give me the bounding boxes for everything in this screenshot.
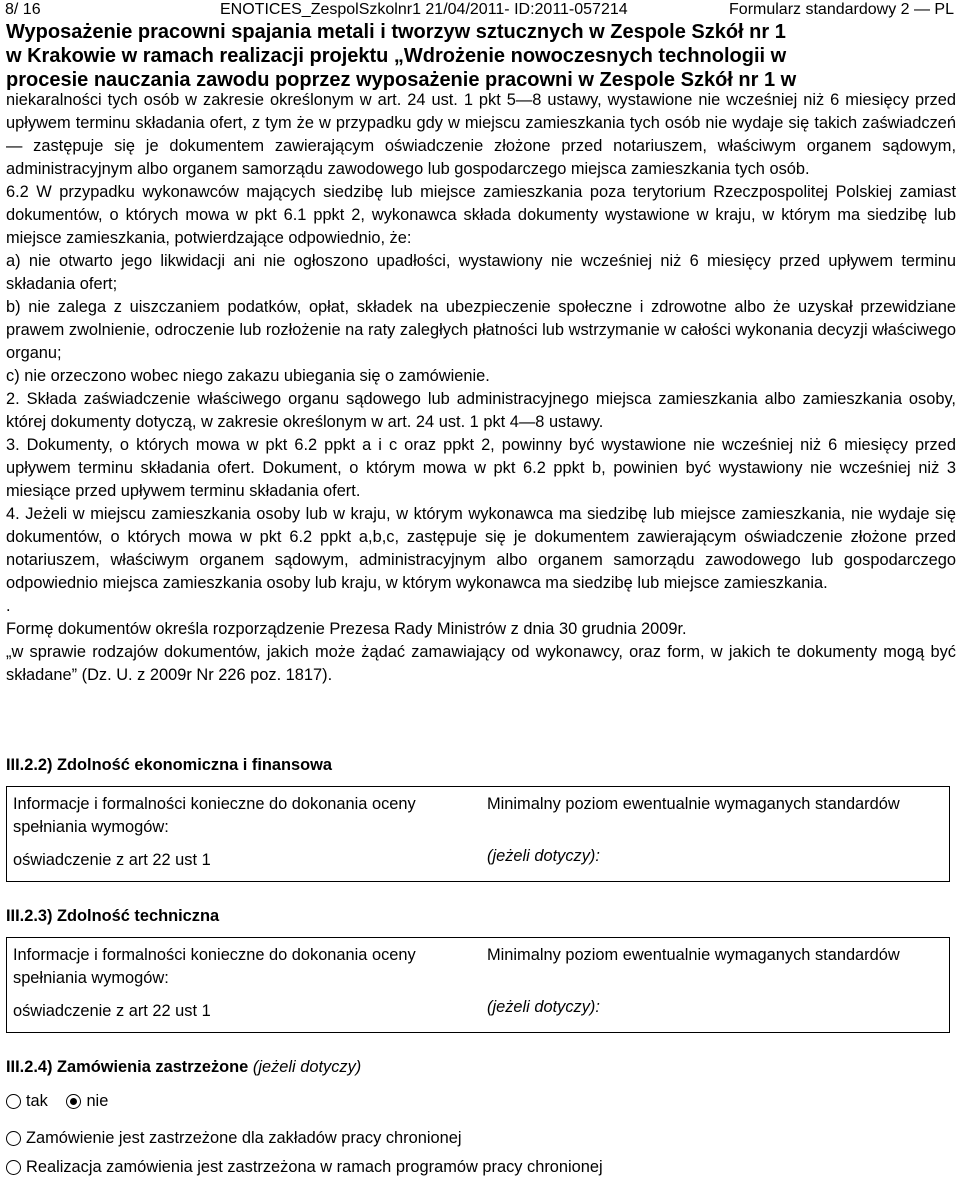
paragraph-b: b) nie zalega z uiszczaniem podatków, opłat, składek na ubezpieczenie społeczne i zdrowotne albo że uzyskał przewidziane prawem zwolnienie, odroczenie lub rozłożenie na raty zaległych płatności lub wstrzymanie w całości wykonania decyzji właściwego organu; <box>6 298 956 362</box>
separator-dot: . <box>6 597 11 615</box>
option-sheltered-workshops-label: Zamówienie jest zastrzeżone dla zakładów pracy chronionej <box>26 1129 462 1147</box>
paragraph-criminal-record: niekaralności tych osób w zakresie określonym w art. 24 ust. 1 pkt 5—8 ustawy, wystawione nie wcześniej niż 6 miesięcy przed upływem terminu składania ofert, z tym że w przypadku gdy w miejscu zamieszkania tych osób nie wydaje się takich zaświadczeń — zastępuje się je dokumentem zawierającym oświadczenie złożone przed notariuszem, właściwym organem sądowym, administracyjnym albo organem samorządu zawodowego lub gospodarczego miejsca zamieszkania tych osób. <box>6 91 956 178</box>
reserved-heading-note: (jeżeli dotyczy) <box>252 1058 362 1076</box>
document-title <box>6 20 954 92</box>
economic-standards-label: Minimalny poziom ewentualnie wymaganych standardów <box>487 795 900 813</box>
technical-requirements-box <box>6 937 950 1033</box>
form-name: Formularz standardowy 2 — PL <box>729 1 954 18</box>
paragraph-4: 4. Jeżeli w miejscu zamieszkania osoby lub w kraju, w którym wykonawca ma siedzibę lub miejsce zamieszkania, nie wydaje się dokumentów, o których mowa w pkt 6.2 ppkt a,b,c, zastępuje się je dokumentem zawierającym oświadczenie złożone przed notariuszem, właściwym organem sądowym, administracyjnym albo organem samorządu zawodowego lub gospodarczego odpowiednio miejsca zamieszkania osoby lub kraju, w którym wykonawca ma siedzibę lub miejsce zamieszkania. <box>6 505 956 592</box>
paragraph-regulation-title: „w sprawie rodzajów dokumentów, jakich może żądać zamawiający od wykonawcy, oraz form, w jakich te dokumenty mogą być składane” (Dz. U. z 2009r Nr 226 poz. 1817). <box>6 643 956 684</box>
technical-info-label: Informacje i formalności konieczne do dokonania oceny spełniania wymogów: <box>13 946 416 987</box>
paragraph-6-2: 6.2 W przypadku wykonawców mających siedzibę lub miejsce zamieszkania poza terytorium Rzeczpospolitej Polskiej zamiast dokumentów, o których mowa w pkt 6.1 ppkt 2, wykonawca składa dokumenty wystawione w kraju, w którym ma siedzibę lub miejsce zamieszkania, potwierdzające odpowiednio, że: <box>6 183 956 247</box>
page-header <box>0 0 960 22</box>
economic-standards-column <box>487 793 917 865</box>
technical-standards-note: (jeżeli dotyczy): <box>487 998 600 1016</box>
title-line-3: procesie nauczania zawodu poprzez wyposażenie pracowni w Zespole Szkół nr 1 w <box>6 69 797 91</box>
economic-requirements-box <box>6 786 950 882</box>
paragraph-form-regulation: Formę dokumentów określa rozporządzenie Prezesa Rady Ministrów z dnia 30 grudnia 2009r. <box>6 620 687 638</box>
technical-standards-label: Minimalny poziom ewentualnie wymaganych standardów <box>487 946 900 964</box>
paragraph-2: 2. Składa zaświadczenie właściwego organu sądowego lub administracyjnego miejsca zamieszkania albo zamieszkania osoby, której dokumenty dotyczą, w zakresie określonym w art. 24 ust. 1 pkt 4—8 ustawy. <box>6 390 956 431</box>
option-nie-label: nie <box>86 1092 109 1110</box>
reserved-heading-text: III.2.4) Zamówienia zastrzeżone <box>6 1058 249 1076</box>
page-number: 8/ 16 <box>5 1 41 18</box>
technical-info-value: oświadczenie z art 22 ust 1 <box>13 1002 211 1020</box>
option-sheltered-workshops[interactable] <box>6 1129 461 1148</box>
economic-info-label: Informacje i formalności konieczne do dokonania oceny spełniania wymogów: <box>13 795 416 836</box>
technical-info-column <box>13 944 453 1020</box>
option-tak[interactable] <box>6 1092 48 1111</box>
economic-standards-note: (jeżeli dotyczy): <box>487 847 600 865</box>
title-line-1: Wyposażenie pracowni spajania metali i tworzyw sztucznych w Zespole Szkół nr 1 <box>6 21 786 43</box>
option-sheltered-programmes-label: Realizacja zamówienia jest zastrzeżona w ramach programów pracy chronionej <box>26 1158 603 1176</box>
reserved-options <box>6 1092 122 1114</box>
technical-standards-column <box>487 944 917 1016</box>
option-tak-label: tak <box>26 1092 48 1110</box>
radio-sheltered-programmes-icon[interactable] <box>6 1160 21 1175</box>
section-heading-reserved <box>6 1058 361 1077</box>
section-heading-technical: III.2.3) Zdolność techniczna <box>6 907 220 925</box>
paragraph-c: c) nie orzeczono wobec niego zakazu ubiegania się o zamówienie. <box>6 367 490 385</box>
option-sheltered-programmes[interactable] <box>6 1158 603 1177</box>
notice-reference: ENOTICES_ZespolSzkolnr1 21/04/2011- ID:2011-057214 <box>220 1 628 18</box>
title-line-2: w Krakowie w ramach realizacji projektu „Wdrożenie nowoczesnych technologii w <box>6 45 787 67</box>
body-text <box>6 89 956 687</box>
section-heading-economic: III.2.2) Zdolność ekonomiczna i finansowa <box>6 756 333 774</box>
paragraph-a: a) nie otwarto jego likwidacji ani nie ogłoszono upadłości, wystawiony nie wcześniej niż 6 miesięcy przed upływem terminu składania ofert; <box>6 252 956 293</box>
option-nie[interactable] <box>66 1092 108 1111</box>
economic-info-column <box>13 793 453 869</box>
radio-nie-selected-icon[interactable] <box>66 1094 81 1109</box>
economic-info-value: oświadczenie z art 22 ust 1 <box>13 851 211 869</box>
radio-tak-icon[interactable] <box>6 1094 21 1109</box>
radio-sheltered-workshops-icon[interactable] <box>6 1131 21 1146</box>
paragraph-3: 3. Dokumenty, o których mowa w pkt 6.2 ppkt a i c oraz ppkt 2, powinny być wystawione nie wcześniej niż 6 miesięcy przed upływem terminu składania ofert. Dokument, o którym mowa w pkt 6.2 ppkt b, powinien być wystawiony nie wcześniej niż 3 miesiące przed upływem terminu składania ofert. <box>6 436 956 500</box>
